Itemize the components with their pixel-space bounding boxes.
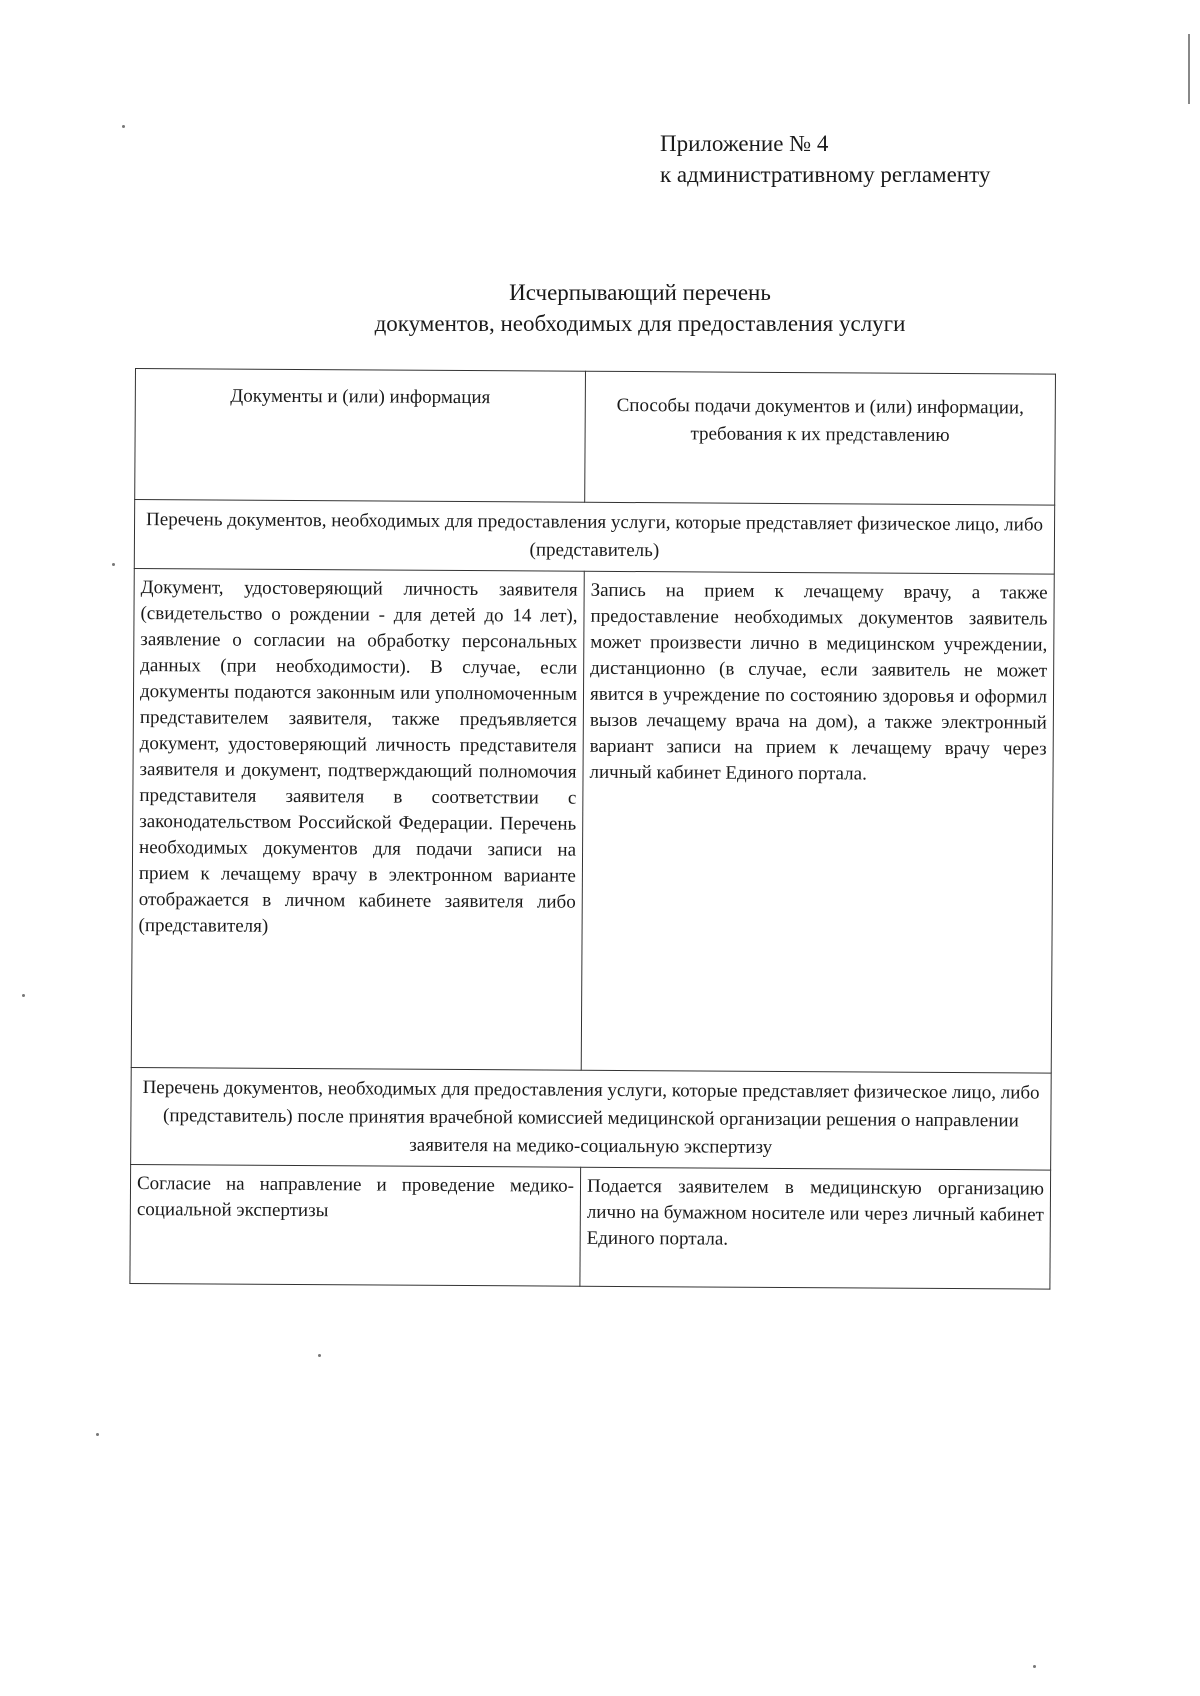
header-methods: Способы подачи документов и (или) информации, требования к их представлению [585,371,1056,505]
section-heading-2: Перечень документов, необходимых для предоставления услуги, которые представляет физическое лицо, либо (представитель) после принятия врачебной комиссией медицинской организации решения о направлении заявителя на медико-социальную экспертизу [131,1067,1052,1170]
scan-speck [318,1354,321,1357]
appendix-heading [660,128,990,190]
scan-edge-mark [1188,34,1190,104]
row2-documents-cell: Согласие на направление и проведение медико-социальной экспертизы [130,1164,581,1286]
header-documents: Документы и (или) информация [135,369,586,503]
row1-documents-cell: Документ, удостоверяющий личность заявителя (свидетельство о рождении - для детей до 14 лет), заявление о согласии на обработку персональных данных (при необходимости). В случае, если документы подаются законным или уполномоченным представителем заявителя, также предъявляется документ, удостоверяющий личность представителя заявителя и документ, подтверждающий полномочия представителя заявителя в соответствии с законодательством Российской Федерации. Перечень необходимых документов для подачи записи на прием к лечащему врачу в электронном варианте отображается в личном кабинете заявителя либо (представителя) [131,568,584,1070]
document-title [260,277,1020,339]
appendix-reference: к административному регламенту [660,162,991,187]
title-line-2: документов, необходимых для предоставления услуги [374,311,906,336]
scan-speck [122,125,125,128]
scan-speck [1033,1665,1036,1668]
scan-speck [112,563,115,566]
section-row-2 [131,1067,1052,1170]
section-row-1 [134,500,1054,575]
table-row [130,1164,1051,1289]
row1-methods-cell: Запись на прием к лечащему врачу, а также предоставление необходимых документов заявитель может произвести лично в медицинском учреждении, дистанционно (в случае, если заявитель не может явится в учреждение по состоянию здоровья и оформил вызов лечащему врача на дом), а также электронный вариант записи на прием к лечащему врачу через личный кабинет Единого портала. [581,571,1054,1073]
section-heading-1: Перечень документов, необходимых для предоставления услуги, которые представляет физическое лицо, либо (представитель) [134,500,1054,575]
documents-table [129,368,1056,1290]
appendix-number: Приложение № 4 [660,131,829,156]
table-row [131,568,1054,1073]
title-line-1: Исчерпывающий перечень [509,280,771,305]
scan-speck [22,994,25,997]
scan-speck [96,1433,99,1436]
row2-methods-cell: Подается заявителем в медицинскую организацию лично на бумажном носителе или через личный кабинет Единого портала. [580,1167,1051,1289]
table-header-row [135,369,1056,506]
